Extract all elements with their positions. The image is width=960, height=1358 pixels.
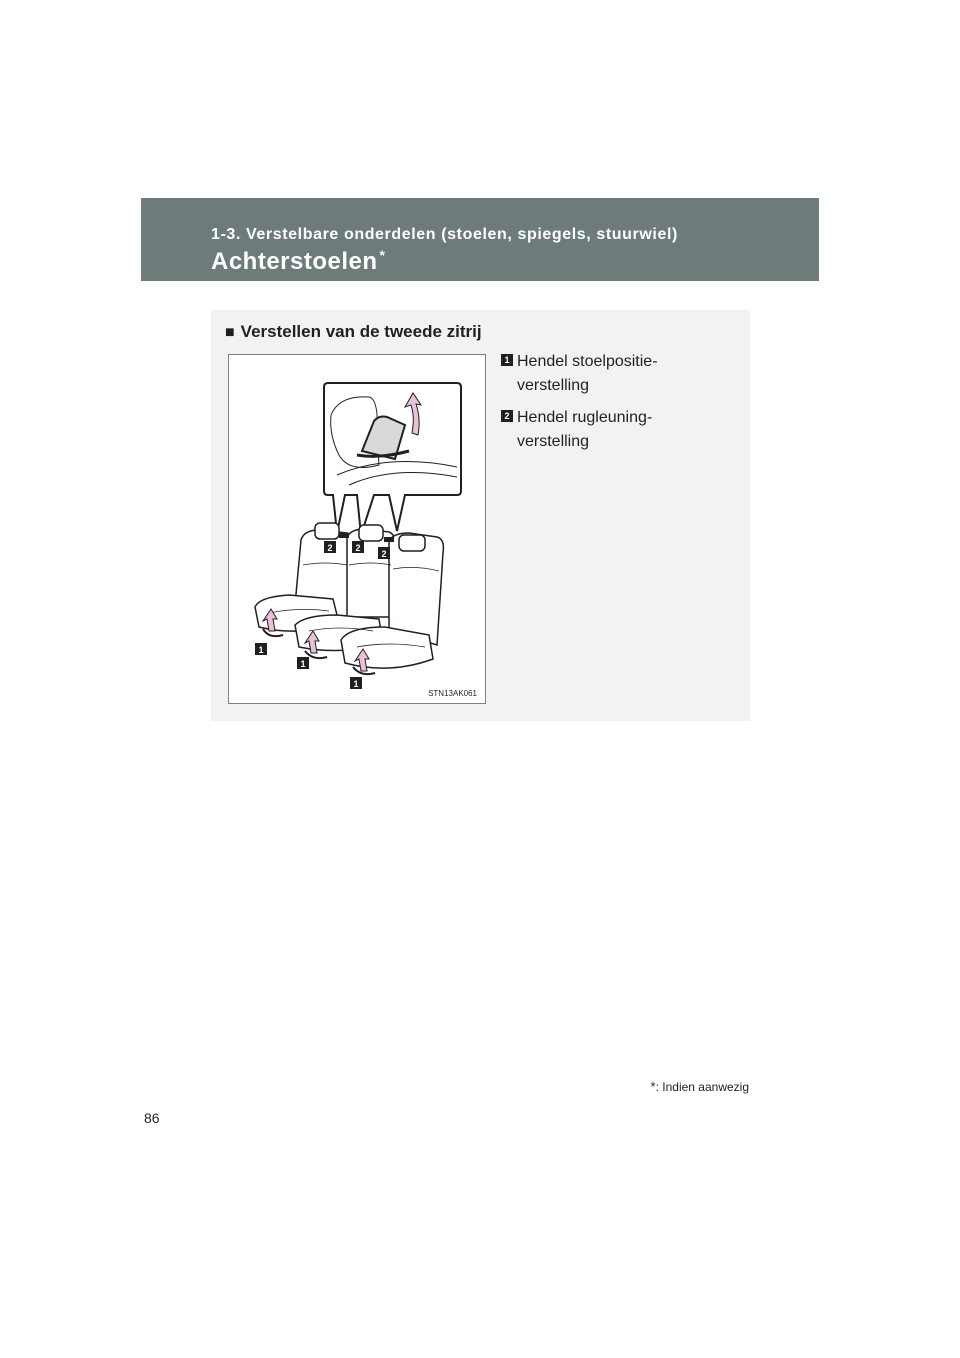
headrest-right bbox=[399, 535, 425, 551]
callout-1-right bbox=[350, 677, 362, 689]
footnote bbox=[651, 1079, 749, 1094]
seat-cushion-right bbox=[341, 627, 433, 668]
legend-badge: 2 bbox=[501, 410, 513, 422]
legend-item-1 bbox=[501, 350, 741, 398]
figure-code: STN13AK061 bbox=[428, 689, 477, 698]
section-label: 1-3. Verstelbare onderdelen (stoelen, spiegels, stuurwiel) bbox=[211, 226, 678, 243]
page-title-text: Achterstoelen bbox=[211, 248, 378, 275]
recline-lever-left bbox=[339, 533, 349, 538]
sub-heading-text: Verstellen van de tweede zitrij bbox=[240, 322, 482, 341]
callout-2-left bbox=[324, 541, 336, 553]
svg-text:1: 1 bbox=[300, 659, 306, 669]
page-title bbox=[211, 247, 386, 276]
footnote-text: : Indien aanwezig bbox=[655, 1080, 749, 1094]
recline-lever-center bbox=[384, 537, 394, 542]
content-box bbox=[211, 310, 750, 721]
optional-mark: * bbox=[379, 247, 386, 263]
callout-2-center bbox=[352, 541, 364, 553]
page-number: 86 bbox=[144, 1110, 160, 1126]
legend-badge: 1 bbox=[501, 354, 513, 366]
svg-text:1: 1 bbox=[353, 679, 359, 689]
heading-marker: ■ bbox=[225, 324, 235, 341]
legend bbox=[501, 350, 741, 462]
callout-1-center bbox=[297, 657, 309, 669]
svg-text:2: 2 bbox=[327, 543, 333, 553]
callout-2-right bbox=[378, 547, 390, 559]
svg-text:1: 1 bbox=[258, 645, 264, 655]
callout-1-left bbox=[255, 643, 267, 655]
headrest-left bbox=[315, 523, 339, 539]
svg-text:2: 2 bbox=[381, 549, 387, 559]
svg-text:2: 2 bbox=[355, 543, 361, 553]
seat-drawing bbox=[229, 355, 485, 703]
footnote-mark: * bbox=[650, 1079, 656, 1094]
chapter-header bbox=[141, 198, 819, 281]
legend-text: Hendel rugleuning-verstelling bbox=[517, 409, 653, 450]
seat-illustration bbox=[228, 354, 486, 704]
sub-heading bbox=[225, 322, 482, 342]
legend-text: Hendel stoelpositie-verstelling bbox=[517, 353, 658, 394]
headrest-center bbox=[359, 525, 383, 541]
legend-item-2 bbox=[501, 406, 741, 454]
